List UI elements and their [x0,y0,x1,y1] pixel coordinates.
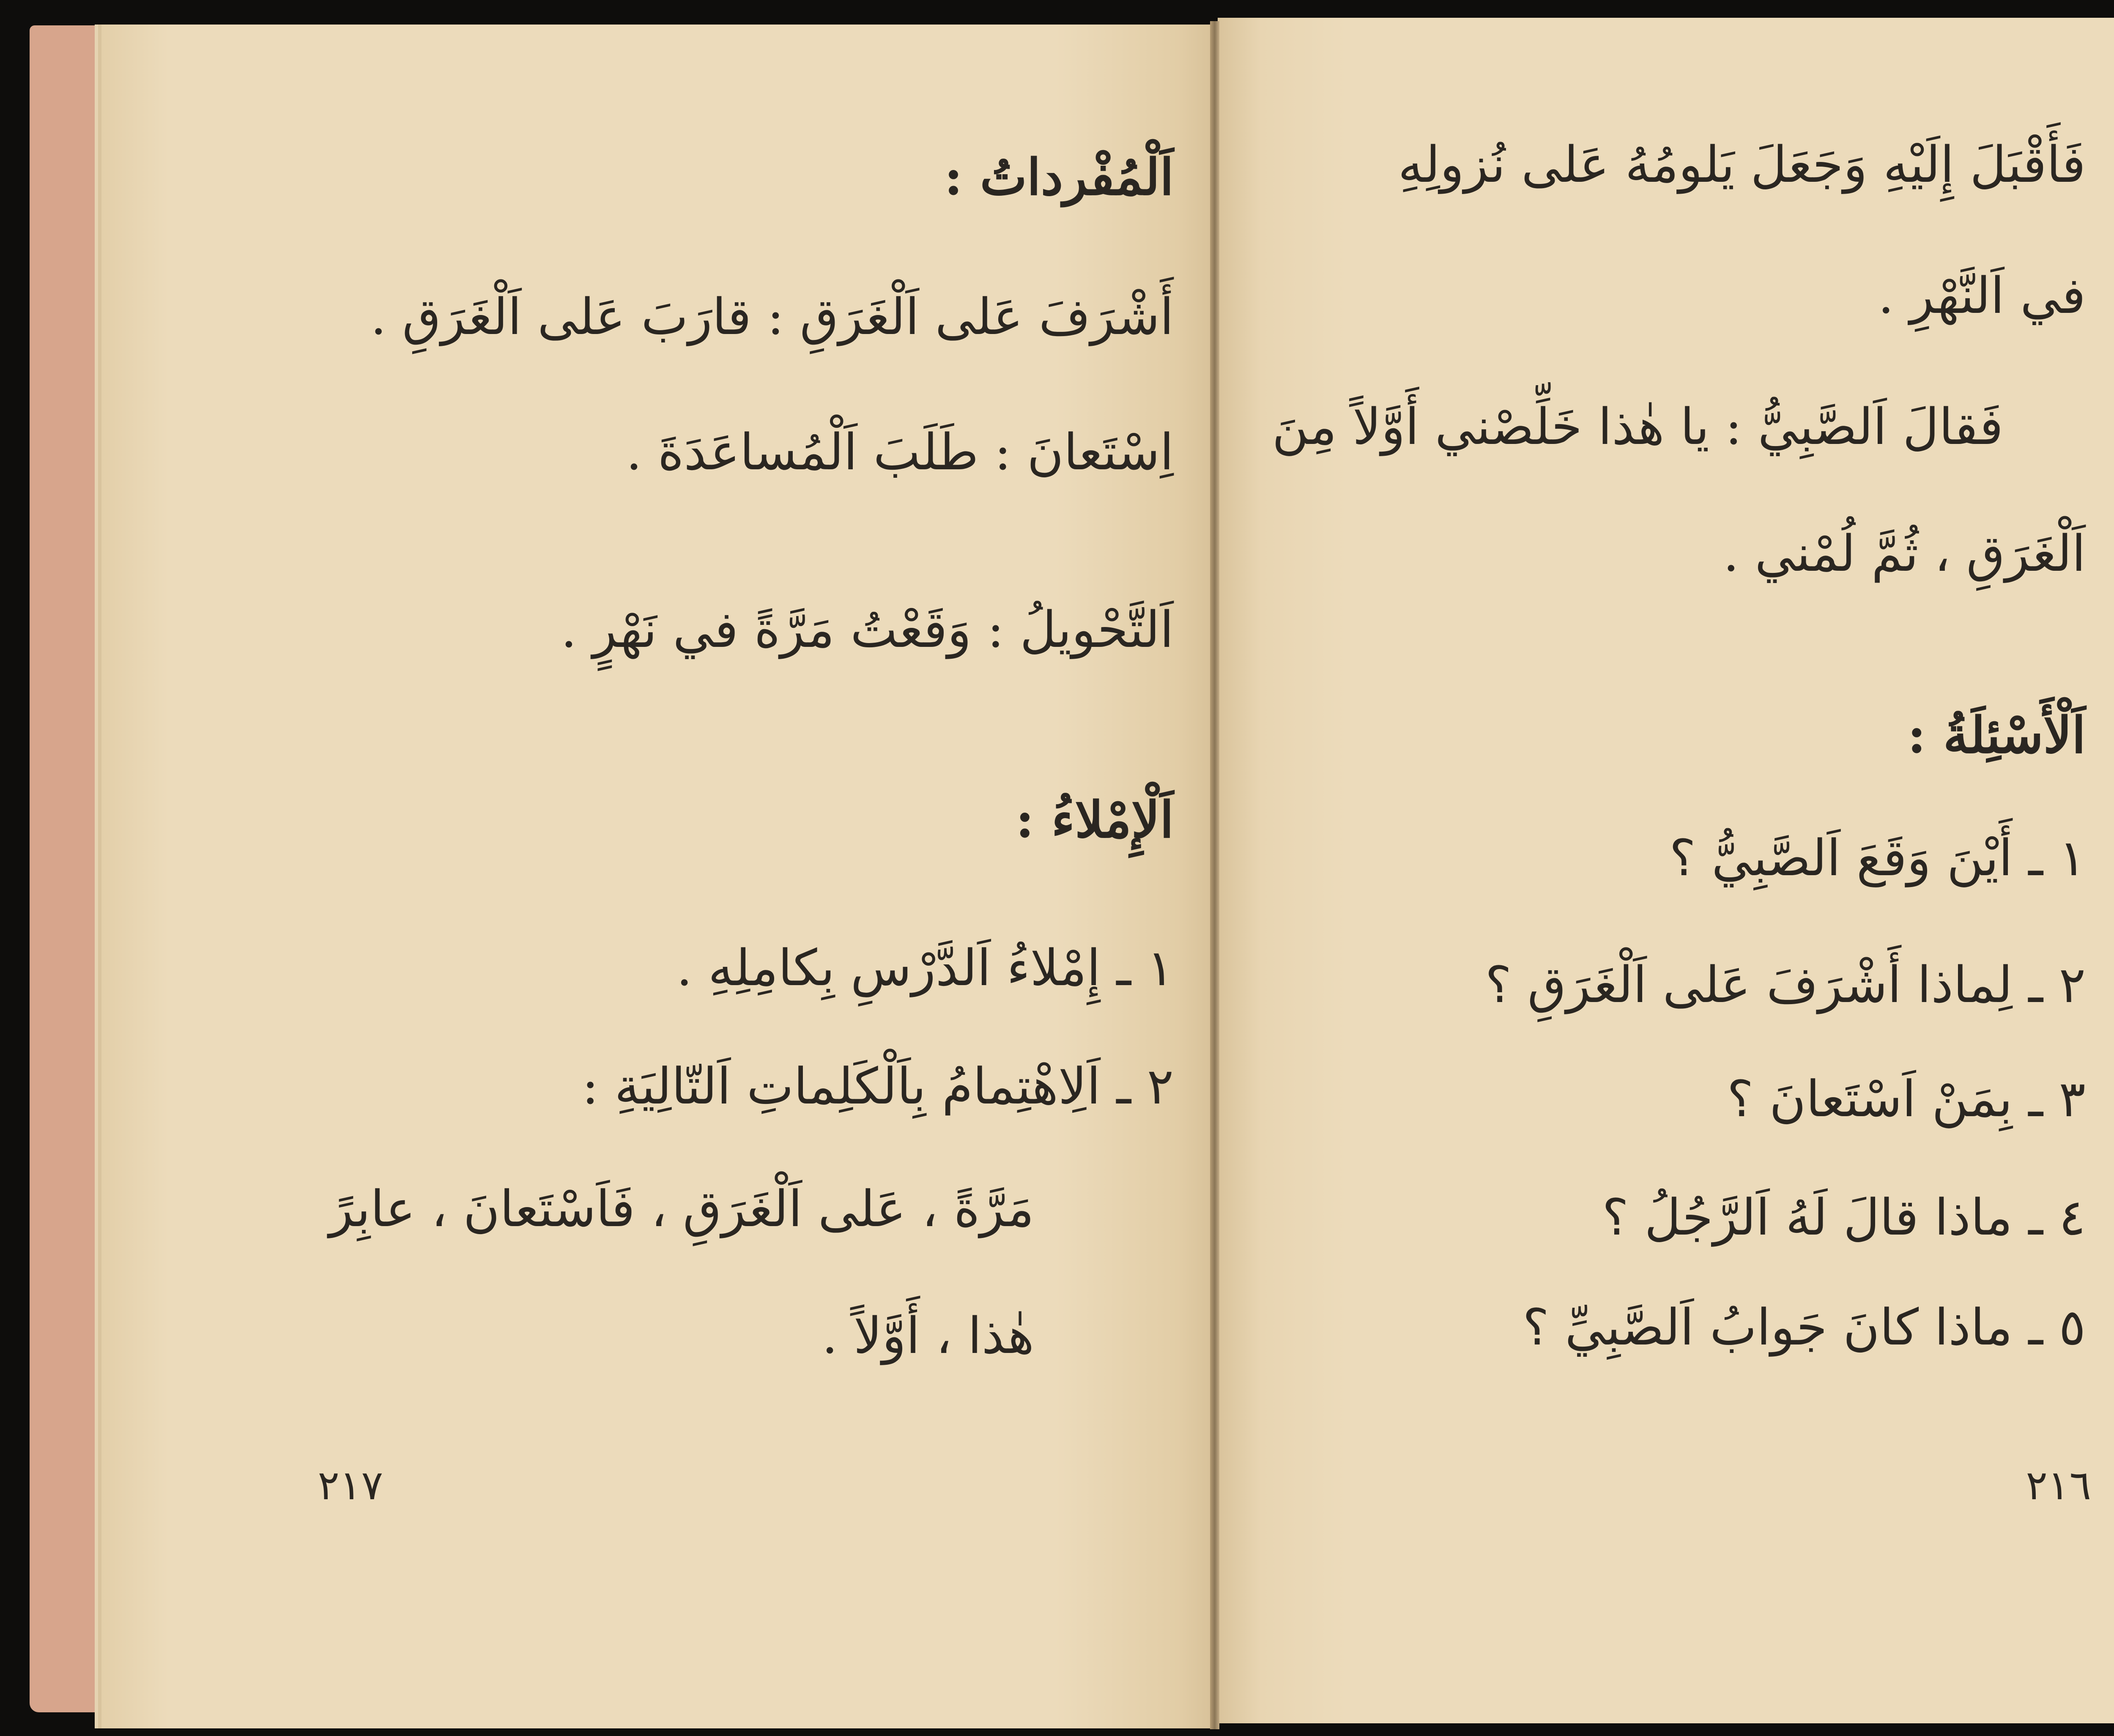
dictation-heading: اَلْإِمْلاءُ : [1016,790,1174,849]
story-line: اَلْغَرَقِ ، ثُمَّ لُمْني . [1723,524,2086,583]
questions-heading: اَلْأَسْئِلَةُ : [1907,706,2086,764]
story-line: فَقالَ اَلصَّبِيُّ : يا هٰذا خَلِّصْني أَوَّلاً مِنَ [1272,397,2003,456]
story-line: في اَلنَّهْرِ . [1878,266,2086,325]
book-gutter [1210,21,1219,1729]
question-item: ٣ ـ بِمَنْ اَسْتَعانَ ؟ [1727,1070,2086,1128]
story-line: فَأَقْبَلَ إِلَيْهِ وَجَعَلَ يَلومُهُ عَلى نُزولِهِ [1398,135,2086,194]
dictation-words: مَرَّةً ، عَلى اَلْغَرَقِ ، فَاَسْتَعانَ ، عابِرً [329,1180,1034,1238]
question-item: ٥ ـ ماذا كانَ جَوابُ اَلصَّبِيِّ ؟ [1523,1298,2086,1356]
dictation-words: هٰذا ، أَوَّلاً . [822,1306,1034,1365]
dictation-item: ١ ـ إِمْلاءُ اَلدَّرْسِ بِكامِلِهِ . [676,939,1174,997]
left-page [101,25,1211,1728]
vocabulary-heading: اَلْمُفْرداتُ : [944,148,1174,206]
transformation-line: اَلتَّحْويلُ : وَقَعْتُ مَرَّةً في نَهْرٍ . [561,600,1174,659]
dictation-item: ٢ ـ اَلِاهْتِمامُ بِاَلْكَلِماتِ اَلتّالِيَةِ : [582,1057,1174,1115]
vocabulary-item: أَشْرَفَ عَلى اَلْغَرَقِ : قارَبَ عَلى اَلْغَرَقِ . [370,288,1174,346]
question-item: ١ ـ أَيْنَ وَقَعَ اَلصَّبِيُّ ؟ [1669,829,2086,887]
vocabulary-item: اِسْتَعانَ : طَلَبَ اَلْمُساعَدَةَ . [626,423,1174,481]
page-number: ٢١٧ [318,1462,383,1509]
question-item: ٢ ـ لِماذا أَشْرَفَ عَلى اَلْغَرَقِ ؟ [1485,956,2086,1014]
page-number: ٢١٦ [2026,1462,2091,1509]
question-item: ٤ ـ ماذا قالَ لَهُ اَلرَّجُلُ ؟ [1602,1188,2086,1246]
